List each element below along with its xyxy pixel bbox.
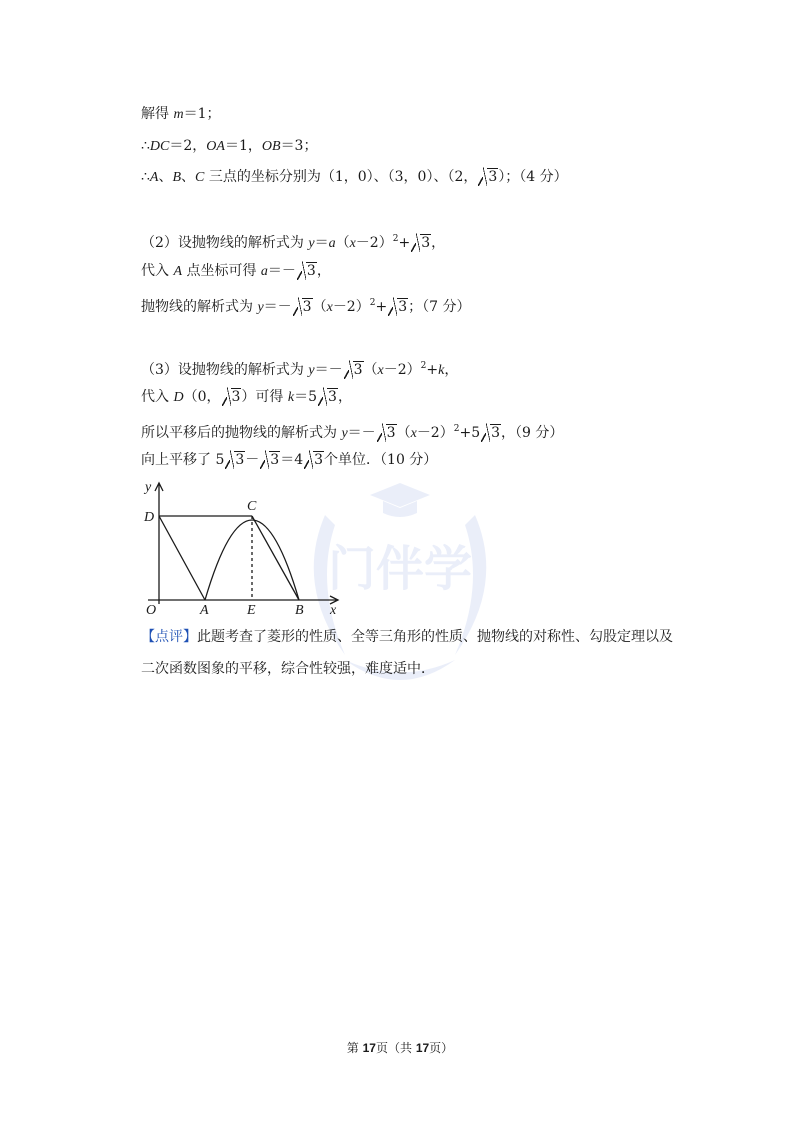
page-number: 17 xyxy=(362,1041,376,1055)
parabola-figure xyxy=(140,478,350,618)
lengths-line: ∴DC＝2，OA＝1，OB＝3； xyxy=(141,138,318,154)
sqrt-symbol: 3 xyxy=(411,234,431,252)
label-c: C xyxy=(247,499,257,514)
label-b: B xyxy=(295,603,304,618)
label-a: A xyxy=(200,603,209,618)
solve-m-line: 解得 m＝1； xyxy=(141,106,221,122)
part3-setup-line: （3）设抛物线的解析式为 $y=- 3(x-2)^2+k$， xyxy=(141,361,459,378)
sqrt-symbol: 3 xyxy=(318,388,338,406)
graduation-cap-icon xyxy=(370,483,430,517)
sqrt-symbol: 3 xyxy=(344,361,364,379)
coordinates-line: ∴A、B、C 三点的坐标分别为（1，0）、（3，0）、（2， 3）；（4 分） xyxy=(141,169,568,185)
segment-cb xyxy=(252,516,299,600)
part2-result-line: 抛物线的解析式为 $y=- 3(x-2)^2+ 3$；（7 分） xyxy=(141,298,471,315)
sqrt-symbol: 3 xyxy=(225,451,245,469)
sqrt-symbol: 3 xyxy=(481,424,501,442)
sqrt-symbol: 3 xyxy=(297,262,317,280)
comment-tag: 【点评】 xyxy=(141,629,197,645)
label-o: O xyxy=(146,603,157,618)
segment-da xyxy=(159,516,205,600)
part3-shift-line: 向上平移了 5 3－ 3＝4 3个单位．（10 分） xyxy=(141,452,438,468)
comment-line-1: 【点评】此题考查了菱形的性质、全等三角形的性质、抛物线的对称性、勾股定理以及 xyxy=(141,629,673,645)
part3-result-line: 所以平移后的抛物线的解析式为 $y=- 3(x-2)^2+5$ 3，（9 分） xyxy=(141,424,564,441)
sqrt-symbol: 3 xyxy=(304,451,324,469)
part2-setup-line: （2）设抛物线的解析式为 $y=a(x-2)^2+ 3$， xyxy=(141,234,446,251)
part3-substitute-line: 代入 D（0， 3）可得 k＝5 3， xyxy=(141,389,352,405)
total-pages: 17 xyxy=(415,1041,430,1055)
label-x: x xyxy=(330,603,337,618)
part2-substitute-line: 代入 A 点坐标可得 a＝－ 3， xyxy=(141,263,331,279)
label-d: D xyxy=(144,510,155,525)
sqrt-symbol: 3 xyxy=(293,298,313,316)
sqrt-symbol: 3 xyxy=(388,298,408,316)
comment-line-2: 二次函数图象的平移，综合性较强，难度适中． xyxy=(141,661,435,677)
label-y: y xyxy=(145,480,152,495)
label-e: E xyxy=(247,603,256,618)
sqrt-symbol: 3 xyxy=(260,451,280,469)
sqrt-symbol: 3 xyxy=(377,424,397,442)
page-footer: 第 17页（共 17页） xyxy=(346,1041,454,1055)
watermark-text: 门伴学 xyxy=(327,541,473,597)
sqrt-symbol: 3 xyxy=(478,168,498,186)
sqrt-symbol: 3 xyxy=(222,388,242,406)
